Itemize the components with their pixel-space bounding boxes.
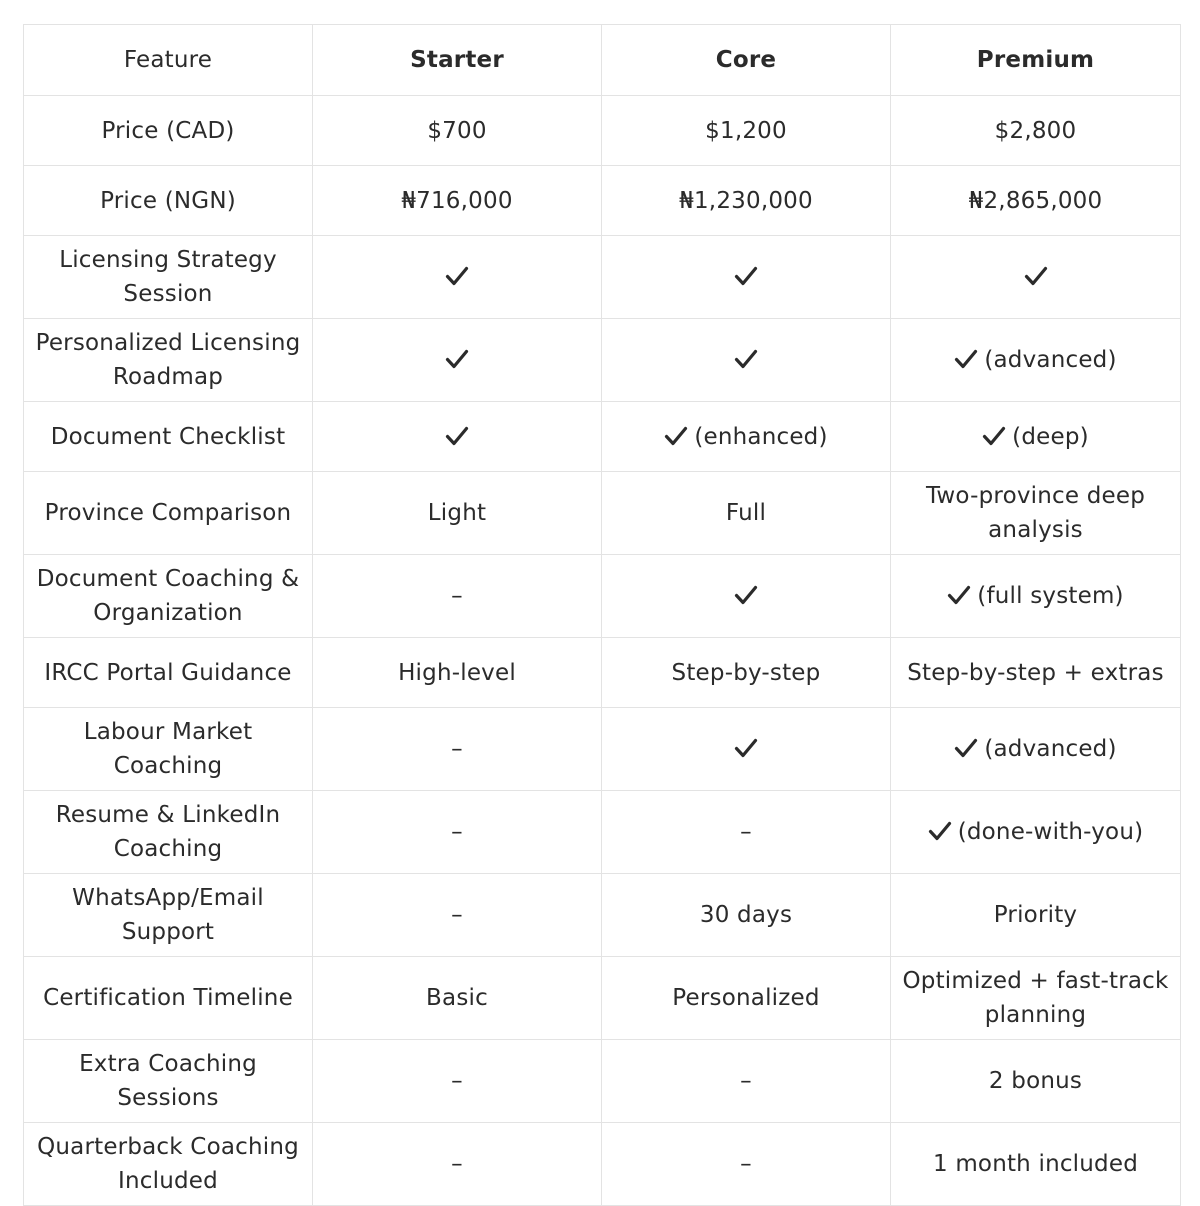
feature-label: Licensing Strategy Session <box>24 236 313 319</box>
header-row <box>24 25 1181 96</box>
cell-core <box>602 1040 891 1123</box>
cell-text: $2,800 <box>994 117 1077 144</box>
cell-core <box>602 472 891 555</box>
feature-label: Personalized Licensing Roadmap <box>24 319 313 402</box>
cell-core <box>602 708 891 791</box>
cell-core <box>602 402 891 472</box>
cell-core <box>602 166 891 236</box>
cell-starter <box>313 874 602 957</box>
header-feature: Feature <box>24 25 313 96</box>
table-row <box>24 555 1181 638</box>
table-row <box>24 1040 1181 1123</box>
cell-core <box>602 1123 891 1206</box>
cell-core <box>602 555 891 638</box>
cell-text: ₦716,000 <box>401 187 513 214</box>
cell-premium <box>891 638 1181 708</box>
cell-text: $700 <box>427 117 487 144</box>
check-icon <box>954 736 978 760</box>
feature-label: Certification Timeline <box>24 957 313 1040</box>
table-row <box>24 96 1181 166</box>
check-icon <box>734 264 758 288</box>
table-row <box>24 236 1181 319</box>
cell-premium <box>891 791 1181 874</box>
feature-label: Document Coaching & Organization <box>24 555 313 638</box>
pricing-comparison-table <box>23 24 1181 1206</box>
cell-text: – <box>451 583 463 609</box>
table-row <box>24 638 1181 708</box>
feature-label: IRCC Portal Guidance <box>24 638 313 708</box>
cell-premium <box>891 874 1181 957</box>
cell-core <box>602 638 891 708</box>
cell-text: 30 days <box>699 902 793 928</box>
feature-label: Price (NGN) <box>24 166 313 236</box>
cell-starter <box>313 236 602 319</box>
cell-premium <box>891 472 1181 555</box>
cell-text: ₦1,230,000 <box>679 187 813 214</box>
table-row <box>24 791 1181 874</box>
cell-starter <box>313 166 602 236</box>
cell-starter <box>313 708 602 791</box>
table-row <box>24 472 1181 555</box>
feature-label: Price (CAD) <box>24 96 313 166</box>
check-icon <box>982 424 1006 448</box>
cell-text: – <box>451 819 463 845</box>
feature-label: Province Comparison <box>24 472 313 555</box>
cell-premium <box>891 708 1181 791</box>
cell-premium <box>891 402 1181 472</box>
cell-starter <box>313 1040 602 1123</box>
cell-text: $1,200 <box>705 117 787 144</box>
cell-text: 2 bonus <box>988 1068 1083 1094</box>
cell-text: Personalized <box>672 985 820 1011</box>
cell-core <box>602 96 891 166</box>
cell-core <box>602 236 891 319</box>
table-body <box>24 25 1181 1206</box>
cell-text: – <box>451 1151 463 1177</box>
cell-starter <box>313 791 602 874</box>
check-icon <box>734 736 758 760</box>
check-icon <box>734 347 758 371</box>
table-row <box>24 957 1181 1040</box>
check-icon <box>445 347 469 371</box>
cell-text: Step-by-step + extras <box>907 659 1164 686</box>
cell-text: (deep) <box>1012 423 1089 450</box>
header-plan-premium: Premium <box>891 25 1181 96</box>
check-icon <box>445 264 469 288</box>
header-plan-core: Core <box>602 25 891 96</box>
cell-premium <box>891 555 1181 638</box>
cell-starter <box>313 472 602 555</box>
cell-text: – <box>740 819 752 845</box>
cell-text: Light <box>427 500 487 526</box>
cell-text: – <box>451 1068 463 1094</box>
cell-starter <box>313 402 602 472</box>
cell-premium <box>891 236 1181 319</box>
cell-premium <box>891 1040 1181 1123</box>
cell-starter <box>313 96 602 166</box>
cell-premium <box>891 166 1181 236</box>
check-icon <box>947 583 971 607</box>
check-icon <box>734 583 758 607</box>
cell-text: Priority <box>993 902 1078 928</box>
cell-text: Optimized + fast-track planning <box>902 968 1169 1028</box>
check-icon <box>928 819 952 843</box>
feature-label: Resume & LinkedIn Coaching <box>24 791 313 874</box>
cell-text: Step-by-step <box>671 659 821 686</box>
cell-premium <box>891 96 1181 166</box>
cell-text: – <box>740 1151 752 1177</box>
check-icon <box>1024 264 1048 288</box>
cell-starter <box>313 1123 602 1206</box>
cell-text: (enhanced) <box>694 423 828 450</box>
feature-label: Document Checklist <box>24 402 313 472</box>
cell-text: 1 month included <box>932 1151 1139 1177</box>
cell-text: (done-with-you) <box>957 819 1144 845</box>
cell-text: ₦2,865,000 <box>968 187 1103 214</box>
cell-premium <box>891 1123 1181 1206</box>
cell-core <box>602 874 891 957</box>
cell-text: Basic <box>426 985 488 1011</box>
cell-core <box>602 791 891 874</box>
table-row <box>24 708 1181 791</box>
cell-text: – <box>740 1068 752 1094</box>
table-row <box>24 402 1181 472</box>
feature-label: Quarterback Coaching Included <box>24 1123 313 1206</box>
cell-text: – <box>451 736 463 762</box>
check-icon <box>954 347 978 371</box>
cell-text: – <box>451 902 463 928</box>
table-row <box>24 166 1181 236</box>
cell-text: Full <box>725 500 767 526</box>
cell-premium <box>891 957 1181 1040</box>
cell-text: Two-province deep analysis <box>925 483 1146 543</box>
cell-text: High-level <box>398 659 516 686</box>
table-row <box>24 319 1181 402</box>
cell-core <box>602 957 891 1040</box>
feature-label: WhatsApp/Email Support <box>24 874 313 957</box>
cell-starter <box>313 319 602 402</box>
cell-text: (advanced) <box>984 347 1117 373</box>
header-plan-starter: Starter <box>313 25 602 96</box>
cell-text: (advanced) <box>984 736 1117 762</box>
feature-label: Labour Market Coaching <box>24 708 313 791</box>
cell-core <box>602 319 891 402</box>
cell-premium <box>891 319 1181 402</box>
cell-text: (full system) <box>977 583 1124 609</box>
cell-starter <box>313 638 602 708</box>
check-icon <box>664 424 688 448</box>
table-row <box>24 1123 1181 1206</box>
check-icon <box>445 424 469 448</box>
feature-label: Extra Coaching Sessions <box>24 1040 313 1123</box>
table-row <box>24 874 1181 957</box>
cell-starter <box>313 957 602 1040</box>
cell-starter <box>313 555 602 638</box>
